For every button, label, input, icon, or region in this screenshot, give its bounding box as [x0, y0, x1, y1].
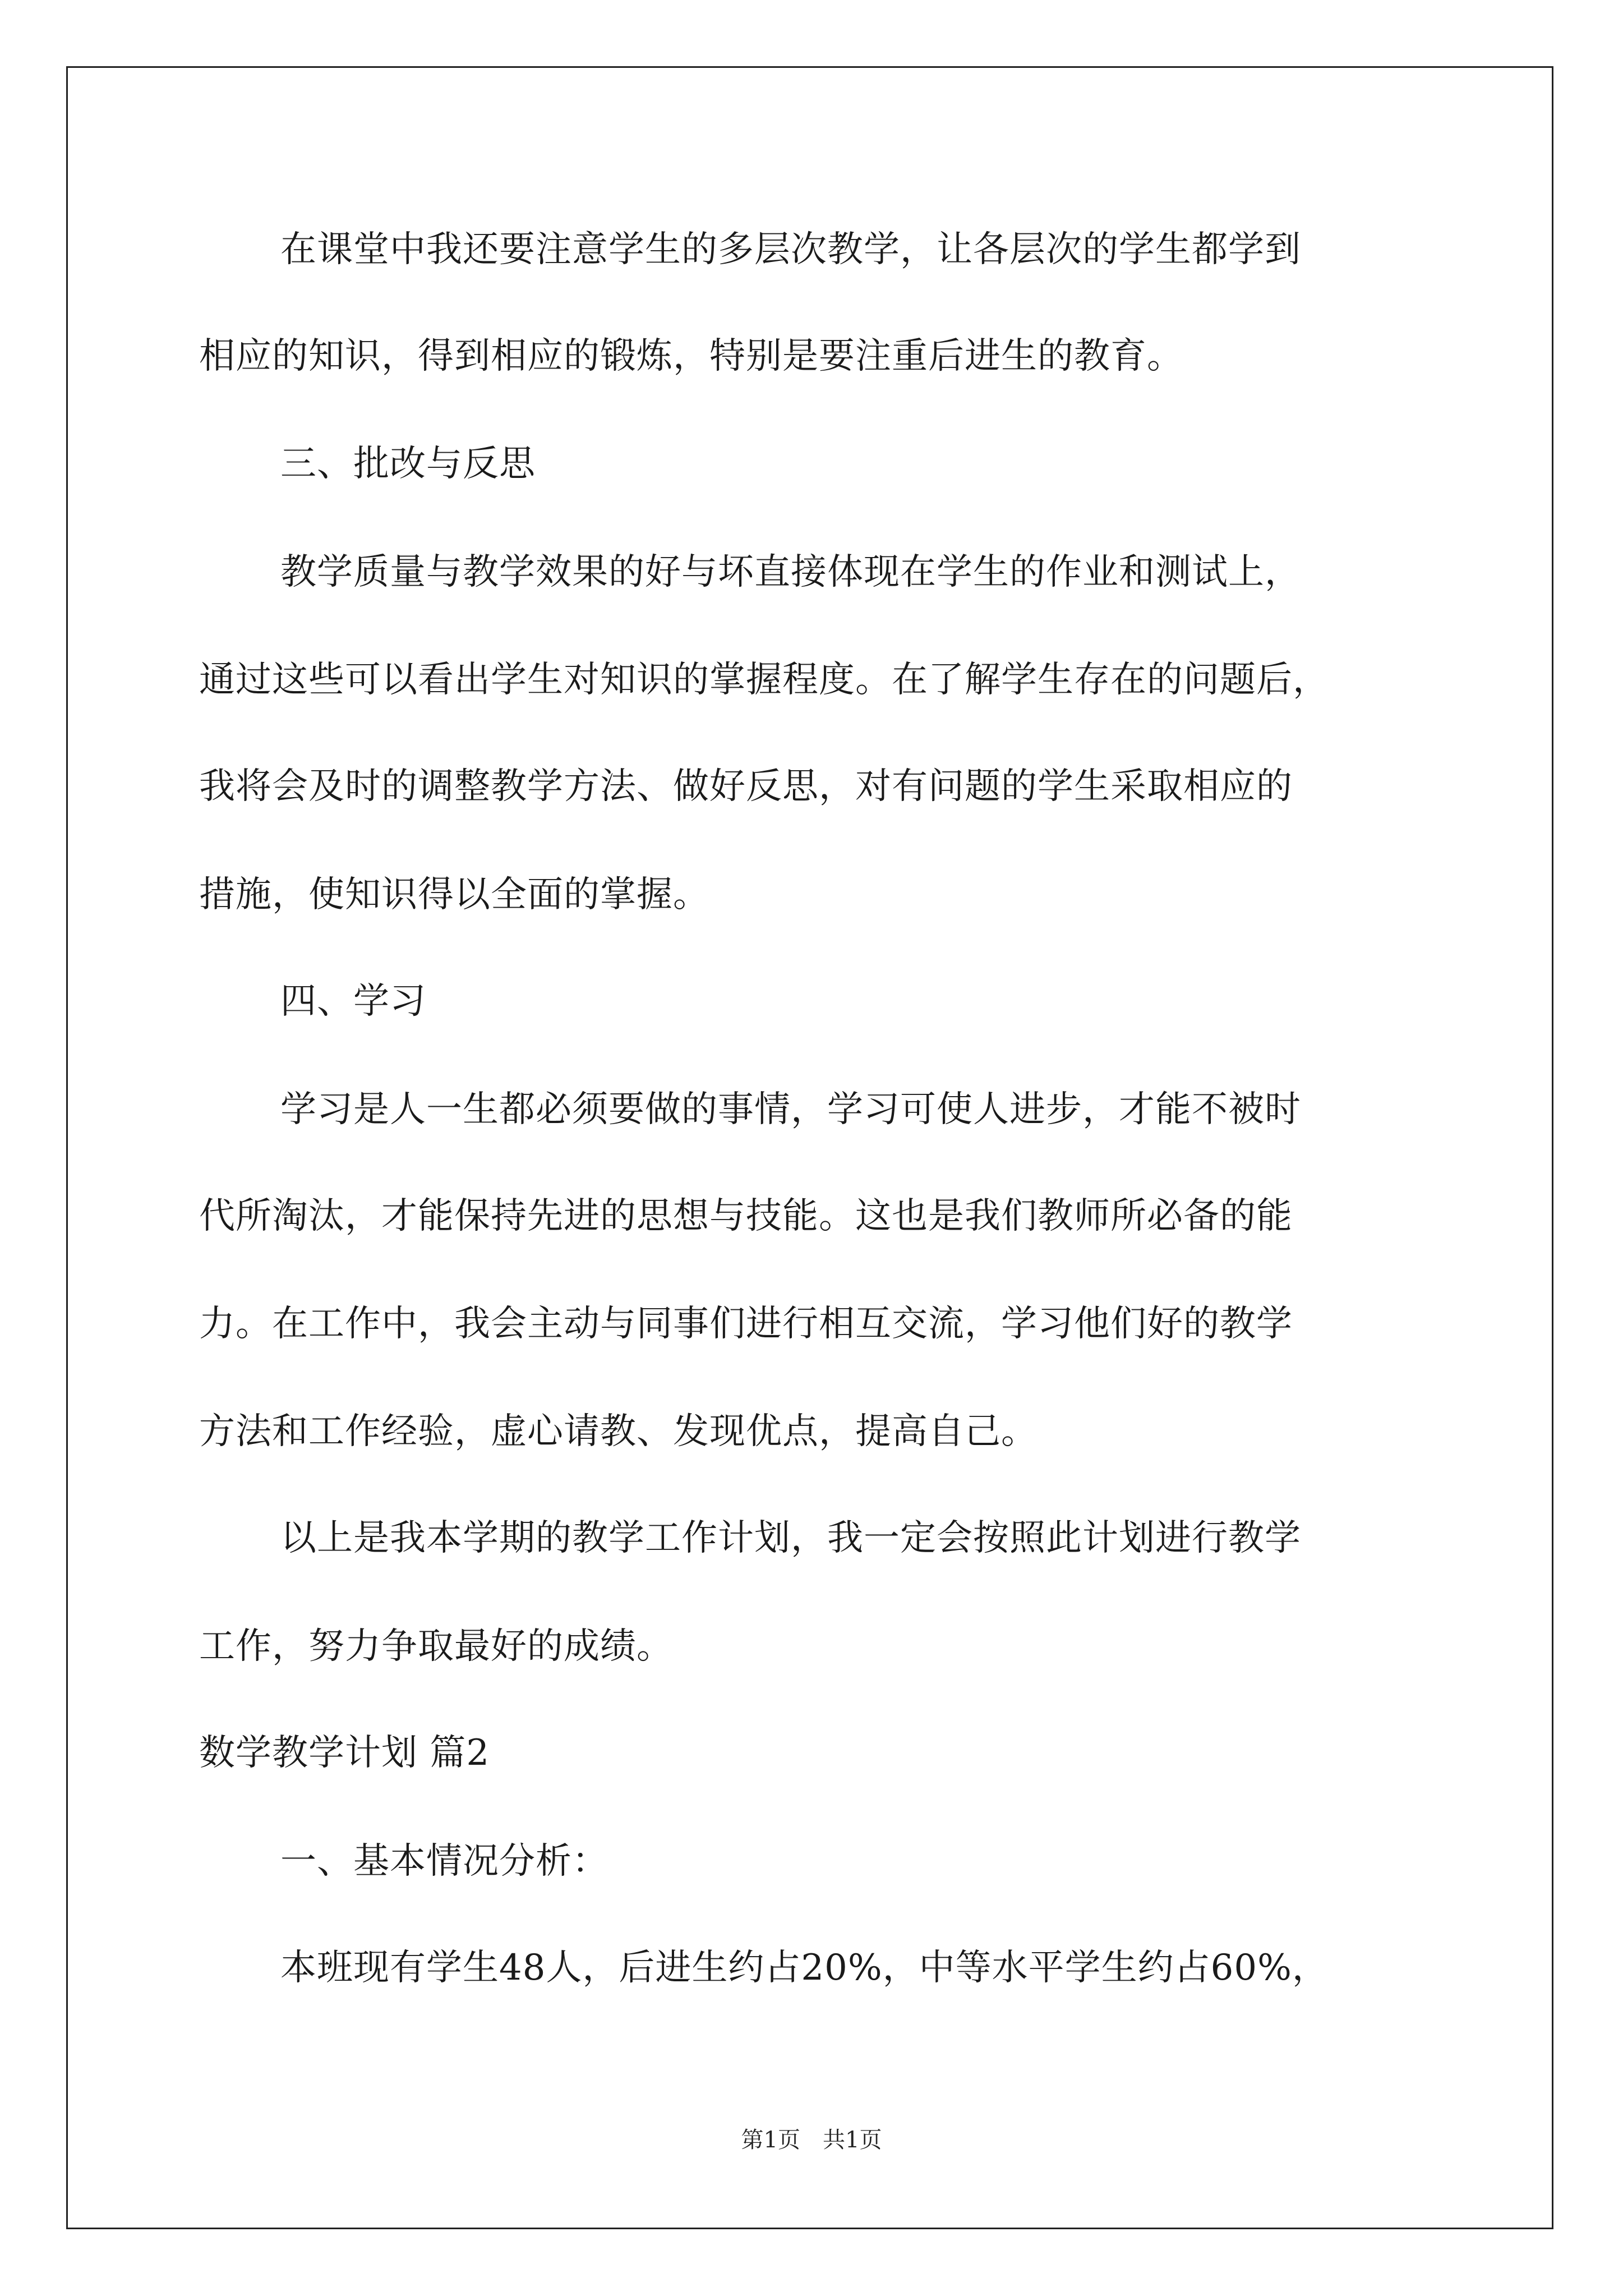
section-heading: 一、基本情况分析： — [280, 1841, 608, 1882]
paragraph-line: 力。在工作中，我会主动与同事们进行相互交流，学习他们好的教学 — [199, 1303, 1293, 1345]
paragraph-line: 方法和工作经验，虚心请教、发现优点，提高自己。 — [199, 1411, 1038, 1452]
paragraph-line: 代所淘汰，才能保持先进的思想与技能。这也是我们教师所必备的能 — [199, 1195, 1293, 1237]
paragraph-line: 以上是我本学期的教学工作计划，我一定会按照此计划进行教学 — [280, 1517, 1301, 1559]
paragraph-line: 措施，使知识得以全面的掌握。 — [199, 874, 709, 915]
paragraph-line: 本班现有学生48人，后进生约占20%，中等水平学生约占60%， — [280, 1947, 1329, 1989]
paragraph-line: 教学质量与教学效果的好与坏直接体现在学生的作业和测试上， — [280, 551, 1301, 593]
paragraph-line: 通过这些可以看出学生对知识的掌握程度。在了解学生存在的问题后， — [199, 659, 1329, 701]
paragraph-line: 在课堂中我还要注意学生的多层次教学，让各层次的学生都学到 — [280, 229, 1301, 270]
page-border — [66, 66, 1553, 2229]
paragraph-line: 我将会及时的调整教学方法、做好反思，对有问题的学生采取相应的 — [199, 766, 1293, 807]
paragraph-line: 相应的知识，得到相应的锻炼，特别是要注重后进生的教育。 — [199, 335, 1183, 377]
paragraph-line: 工作，努力争取最好的成绩。 — [199, 1626, 673, 1667]
section-heading: 四、学习 — [280, 981, 426, 1022]
paragraph-line: 学习是人一生都必须要做的事情，学习可使人进步，才能不被时 — [280, 1089, 1301, 1130]
page-footer: 第1页 共1页 — [741, 2127, 882, 2153]
section-heading: 三、批改与反思 — [280, 443, 536, 485]
document-title: 数学教学计划 篇2 — [199, 1732, 490, 1774]
